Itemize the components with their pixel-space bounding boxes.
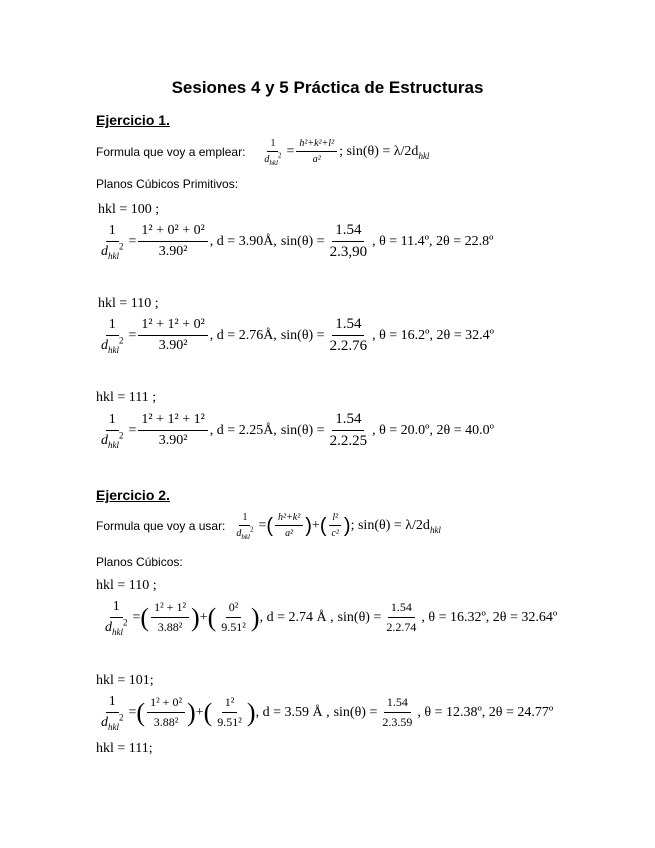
ex1-item2-hkl: hkl = 110 ; [98, 296, 159, 311]
formula-label: Formula que voy a usar: [96, 518, 226, 533]
formula-lhs-fraction: $\frac{1}{d_{hkl}^2}$ [264, 138, 282, 167]
formula-sin: ; $\sin(\theta) = \lambda/2d_{hkl}$ [350, 517, 441, 535]
ex2-item2-equation: $\frac{1}{d_{hkl}^2}$ = ( $\frac{\text{1² + 0²}}{\text{3.88²}}$ ) + ( $\frac{\text{1²}}{\text{9.51²}}$ ) , d = 3.59 Å , sin(θ) = $\frac{1.54}{2.3.59}$ , θ = 12.38º, 2θ = 24.77º [101, 694, 554, 732]
ex2-item1-equation: $\frac{1}{d_{hkl}^2}$ = ( $\frac{\text{1² + 1²}}{\text{3.88²}}$ ) + ( $\frac{\text{0²}}{\text{9.51²}}$ ) , d = 2.74 Å , sin(θ) = $\frac{1.54}{2.2.74}$ , θ = 16.32º, 2θ = 32.64º [105, 599, 558, 637]
ex2-item3-hkl: hkl = 111; [96, 741, 153, 756]
ex1-item3-equation: $\frac{1}{d_{hkl}^2}$ = $\frac{\text{1² + 1² + 1²}}{\text{3.90²}}$ , d = 2.25Å, sin(θ) = $\frac{1.54}{2.2.25}$ , θ = 20.0º, 2θ = 40.0º [101, 411, 494, 450]
ex1-item3-hkl: hkl = 111 ; [96, 390, 157, 405]
exercise-2-formula: Formula que voy a usar: $\frac{1}{d_{hkl}^2}$ = ( $\frac{\text{h²+k²}}{\text{a²}}$ ) + ( $\frac{\text{l²}}{\text{c²}}$ ) ; $\sin(\theta) = \lambda/2d_{hkl}$ [96, 512, 441, 541]
ex1-item1-equation: $\frac{1}{d_{hkl}^2}$ = $\frac{\text{1² + 0² + 0²}}{\text{3.90²}}$ , d = 3.90Å, sin(θ) = $\frac{1.54}{2.3,90}$ , θ = 11.4º, 2θ = 22.8º [101, 222, 494, 261]
ex1-item1-hkl: hkl = 100 ; [98, 202, 160, 217]
exercise-1-heading: Ejercicio 1. [96, 112, 170, 128]
ex2-item1-hkl: hkl = 110 ; [96, 578, 157, 593]
exercise-2-heading: Ejercicio 2. [96, 487, 170, 503]
page-title: Sesiones 4 y 5 Práctica de Estructuras [171, 78, 484, 97]
exercise-1-formula: Formula que voy a emplear: $\frac{1}{d_{hkl}^2}$ = $\frac{\text{h²+k²+l²}}{\text{a²}}$ ; $\sin(\theta) = \lambda/2d_{hkl}$ [96, 138, 430, 167]
exercise-2-subtitle: Planos Cúbicos: [96, 555, 183, 569]
ex2-item2-hkl: hkl = 101; [96, 673, 154, 688]
formula-rhs-fraction: $\frac{\text{h²+k²+l²}}{\text{a²}}$ [296, 138, 337, 165]
formula-label: Formula que voy a emplear: [96, 144, 246, 159]
formula-sin: ; $\sin(\theta) = \lambda/2d_{hkl}$ [339, 143, 430, 161]
exercise-1-subtitle: Planos Cúbicos Primitivos: [96, 177, 239, 191]
ex1-item2-equation: $\frac{1}{d_{hkl}^2}$ = $\frac{\text{1² + 1² + 0²}}{\text{3.90²}}$ , d = 2.76Å, sin(θ) = $\frac{1.54}{2.2.76}$ , θ = 16.2º, 2θ = 32.4º [101, 316, 494, 355]
